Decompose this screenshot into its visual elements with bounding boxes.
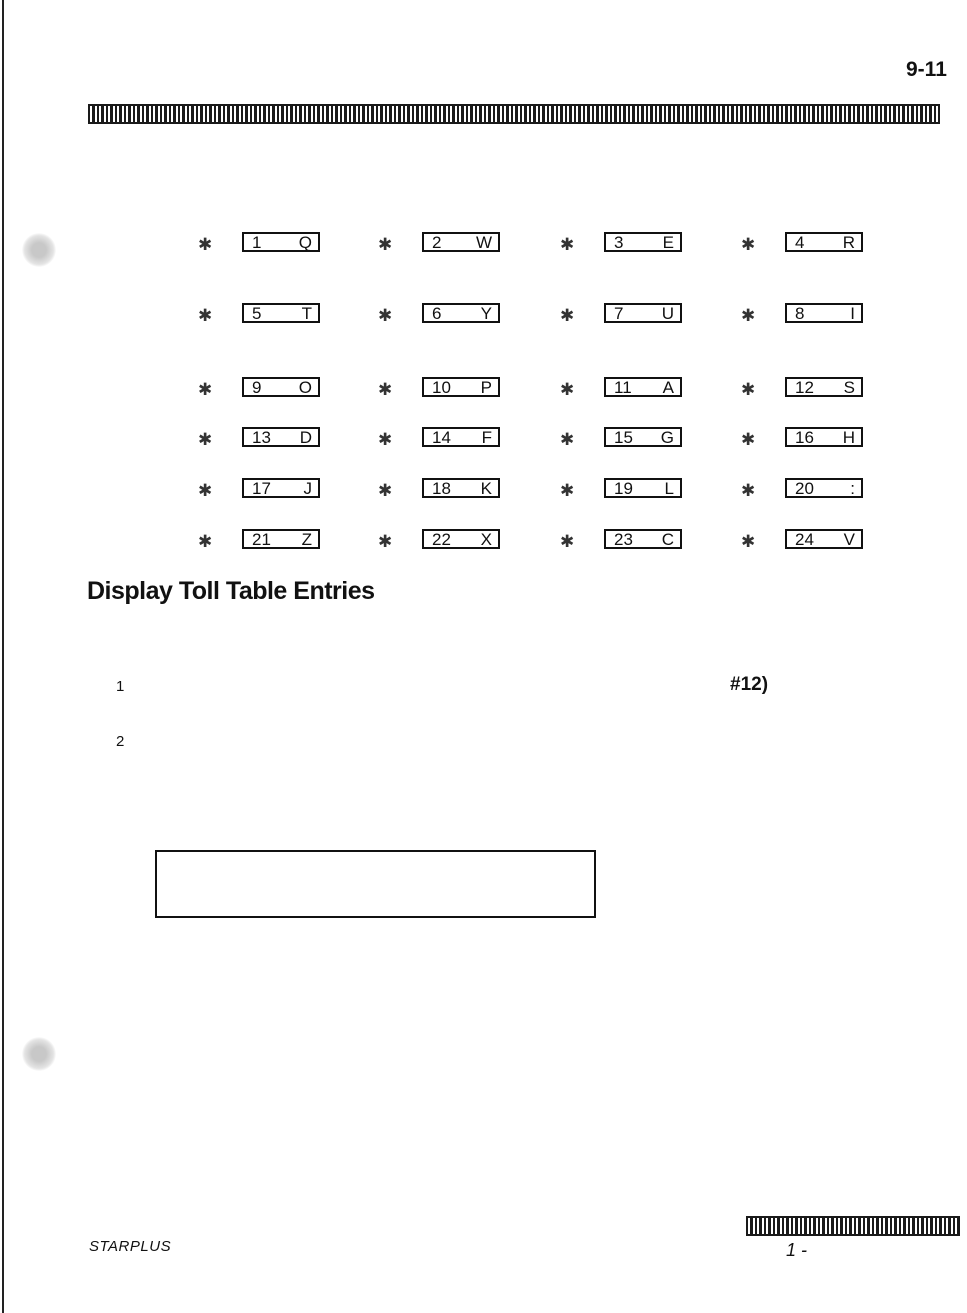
key-number: 2 bbox=[432, 233, 442, 252]
key-letter: G bbox=[660, 428, 674, 447]
key-letter: V bbox=[843, 530, 855, 549]
key-number: 18 bbox=[432, 479, 451, 498]
star-icon: ✱ bbox=[741, 380, 756, 399]
key-letter: U bbox=[661, 304, 674, 323]
star-icon: ✱ bbox=[198, 235, 213, 254]
key-number: 1 bbox=[252, 233, 262, 252]
key-letter: : bbox=[850, 479, 855, 498]
key-number: 14 bbox=[432, 428, 451, 447]
star-icon: ✱ bbox=[560, 481, 575, 500]
star-icon: ✱ bbox=[198, 532, 213, 551]
key-number: 19 bbox=[614, 479, 633, 498]
key-box[interactable] bbox=[604, 303, 682, 323]
star-icon: ✱ bbox=[560, 532, 575, 551]
key-box[interactable] bbox=[785, 529, 863, 549]
star-icon: ✱ bbox=[198, 430, 213, 449]
key-number: 3 bbox=[614, 233, 624, 252]
step-reference: #12) bbox=[730, 674, 769, 695]
key-letter: R bbox=[842, 233, 855, 252]
key-number: 12 bbox=[795, 378, 814, 397]
section-title: Display Toll Table Entries bbox=[87, 577, 375, 605]
key-letter: I bbox=[850, 304, 855, 323]
key-box[interactable] bbox=[785, 427, 863, 447]
star-icon: ✱ bbox=[378, 380, 393, 399]
star-icon: ✱ bbox=[560, 380, 575, 399]
footer-page-ref: 1 - bbox=[786, 1240, 808, 1260]
key-number: 17 bbox=[252, 479, 271, 498]
key-letter: L bbox=[664, 479, 674, 498]
star-icon: ✱ bbox=[198, 306, 213, 325]
page-left-border bbox=[2, 0, 4, 1313]
key-number: 7 bbox=[614, 304, 624, 323]
key-number: 20 bbox=[795, 479, 814, 498]
key-letter: X bbox=[480, 530, 492, 549]
key-box[interactable] bbox=[604, 232, 682, 252]
key-letter: C bbox=[661, 530, 674, 549]
key-box[interactable] bbox=[604, 377, 682, 397]
star-icon: ✱ bbox=[378, 235, 393, 254]
key-number: 10 bbox=[432, 378, 451, 397]
key-box[interactable] bbox=[422, 478, 500, 498]
key-number: 22 bbox=[432, 530, 451, 549]
key-box[interactable] bbox=[242, 377, 320, 397]
key-letter: W bbox=[475, 233, 492, 252]
key-box[interactable] bbox=[785, 303, 863, 323]
key-box[interactable] bbox=[422, 427, 500, 447]
key-letter: K bbox=[480, 479, 492, 498]
key-number: 11 bbox=[614, 378, 632, 397]
star-icon: ✱ bbox=[741, 481, 756, 500]
star-icon: ✱ bbox=[741, 306, 756, 325]
binder-hole-bottom bbox=[22, 1037, 56, 1071]
key-letter: D bbox=[299, 428, 312, 447]
key-letter: J bbox=[303, 479, 312, 498]
star-icon: ✱ bbox=[378, 481, 393, 500]
star-icon: ✱ bbox=[198, 481, 213, 500]
key-box[interactable] bbox=[604, 529, 682, 549]
footer-product-name: STARPLUS bbox=[89, 1238, 172, 1255]
key-number: 21 bbox=[252, 530, 271, 549]
key-letter: Y bbox=[480, 304, 492, 323]
key-letter: O bbox=[298, 378, 312, 397]
key-number: 23 bbox=[614, 530, 633, 549]
key-box[interactable] bbox=[422, 377, 500, 397]
key-number: 13 bbox=[252, 428, 271, 447]
star-icon: ✱ bbox=[378, 306, 393, 325]
key-letter: Q bbox=[298, 233, 312, 252]
step-number-1: 1 bbox=[116, 678, 125, 695]
key-box[interactable] bbox=[422, 529, 500, 549]
key-box[interactable] bbox=[785, 377, 863, 397]
key-letter: S bbox=[843, 378, 855, 397]
key-number: 9 bbox=[252, 378, 262, 397]
key-letter: H bbox=[842, 428, 855, 447]
star-icon: ✱ bbox=[378, 430, 393, 449]
key-box[interactable] bbox=[785, 232, 863, 252]
star-icon: ✱ bbox=[560, 430, 575, 449]
key-letter: F bbox=[481, 428, 492, 447]
greek-key-border-bottom bbox=[746, 1216, 960, 1236]
key-box[interactable] bbox=[422, 303, 500, 323]
key-number: 4 bbox=[795, 233, 805, 252]
key-box[interactable] bbox=[242, 478, 320, 498]
key-box[interactable] bbox=[242, 303, 320, 323]
star-icon: ✱ bbox=[741, 235, 756, 254]
key-number: 8 bbox=[795, 304, 805, 323]
key-number: 24 bbox=[795, 530, 814, 549]
star-icon: ✱ bbox=[741, 532, 756, 551]
key-box[interactable] bbox=[604, 427, 682, 447]
key-box[interactable] bbox=[242, 529, 320, 549]
key-letter: E bbox=[662, 233, 674, 252]
key-letter: P bbox=[480, 378, 492, 397]
key-box[interactable] bbox=[604, 478, 682, 498]
key-box[interactable] bbox=[785, 478, 863, 498]
binder-hole-top bbox=[22, 233, 56, 267]
key-box[interactable] bbox=[242, 427, 320, 447]
star-icon: ✱ bbox=[560, 306, 575, 325]
star-icon: ✱ bbox=[378, 532, 393, 551]
key-box[interactable] bbox=[242, 232, 320, 252]
star-icon: ✱ bbox=[741, 430, 756, 449]
greek-key-border-top bbox=[88, 104, 940, 124]
key-box[interactable] bbox=[422, 232, 500, 252]
step-number-2: 2 bbox=[116, 733, 125, 750]
star-icon: ✱ bbox=[560, 235, 575, 254]
key-letter: T bbox=[301, 304, 312, 323]
key-letter: Z bbox=[301, 530, 312, 549]
key-letter: A bbox=[662, 378, 674, 397]
key-number: 15 bbox=[614, 428, 633, 447]
display-window bbox=[155, 850, 596, 918]
star-icon: ✱ bbox=[198, 380, 213, 399]
key-number: 5 bbox=[252, 304, 262, 323]
key-number: 16 bbox=[795, 428, 814, 447]
page-number: 9-11 bbox=[906, 58, 947, 81]
key-number: 6 bbox=[432, 304, 442, 323]
